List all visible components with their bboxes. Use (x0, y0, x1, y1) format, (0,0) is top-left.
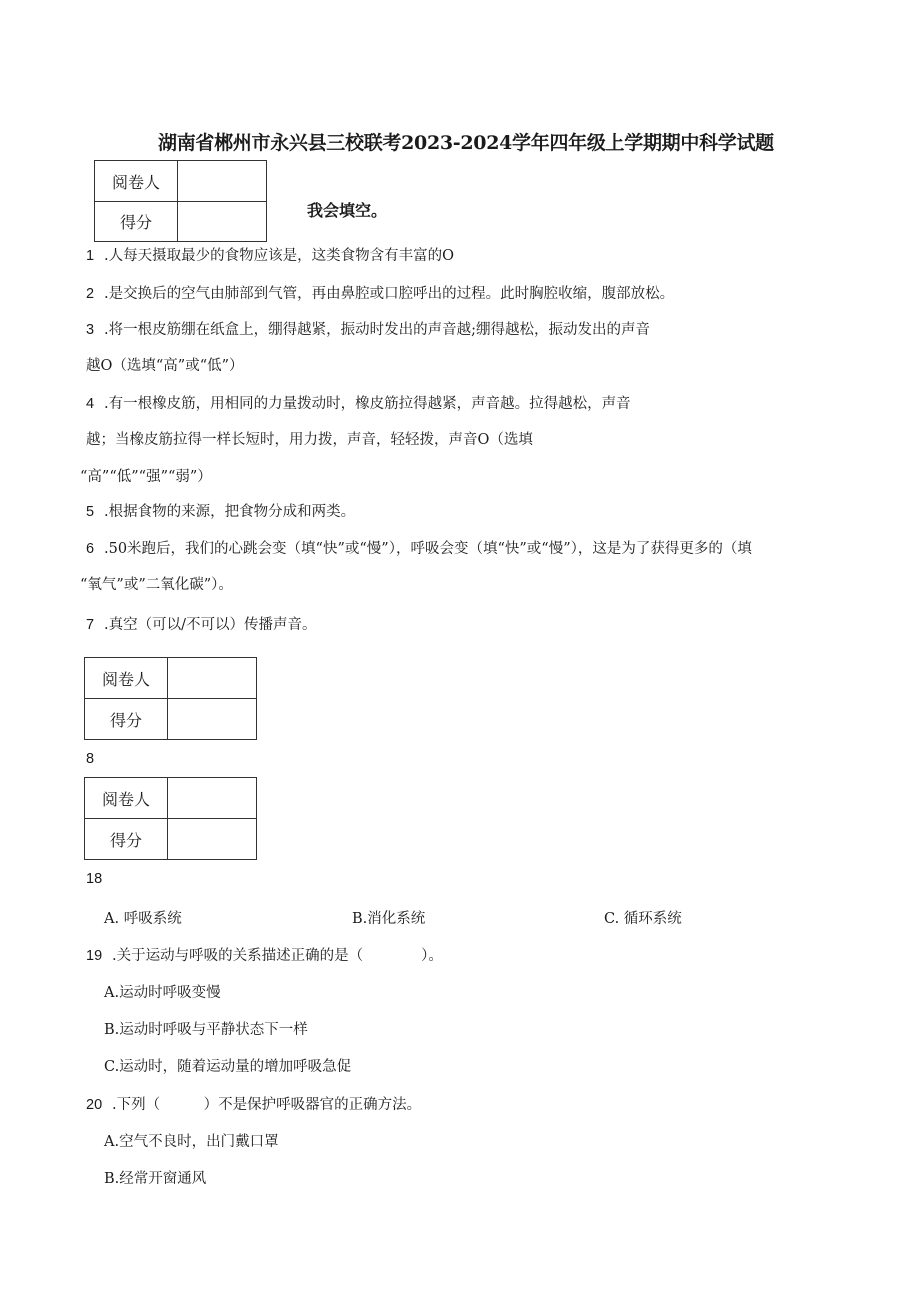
reviewer-label: 阅卷人 (85, 778, 168, 819)
question-number: 1 (86, 248, 95, 264)
question-number: 7 (86, 617, 95, 633)
score-table-2 (84, 657, 257, 740)
question-8-number: 8 (86, 751, 95, 767)
question-text: .下列（ ）不是保护呼吸器官的正确方法。 (112, 1097, 422, 1113)
score-cell[interactable] (168, 699, 257, 740)
question-18-number: 18 (86, 871, 103, 887)
score-label: 得分 (95, 202, 178, 242)
score-cell[interactable] (178, 202, 267, 242)
question-20 (86, 1093, 421, 1114)
option-a[interactable]: A.空气不良时，出门戴口罩 (104, 1134, 279, 1150)
question-text: .关于运动与呼吸的关系描述正确的是（ ）。 (112, 948, 443, 964)
question-3-continued: 越O（选填“高”或“低”） (86, 358, 244, 374)
score-table-3 (84, 777, 257, 860)
question-19 (86, 944, 443, 965)
question-text: .是交换后的空气由肺部到气管，再由鼻腔或口腔呼出的过程。此时胸腔收缩，腹部放松。 (104, 286, 675, 302)
score-label: 得分 (85, 819, 168, 860)
option-a[interactable]: A.运动时呼吸变慢 (104, 985, 221, 1001)
question-7 (86, 613, 317, 634)
reviewer-cell[interactable] (178, 161, 267, 202)
question-4 (86, 392, 631, 413)
reviewer-label: 阅卷人 (95, 161, 178, 202)
section-label: 我会填空。 (307, 203, 388, 220)
question-text: .根据食物的来源，把食物分成和两类。 (104, 504, 356, 520)
question-5 (86, 500, 355, 521)
option-b[interactable]: B.经常开窗通风 (104, 1171, 207, 1187)
question-6-continued: “氧气”或”二氧化碳”）。 (80, 577, 233, 593)
score-table-1 (94, 160, 267, 242)
question-number: 6 (86, 541, 95, 557)
question-number: 2 (86, 286, 95, 302)
question-text: .将一根皮筋绷在纸盒上，绷得越紧，振动时发出的声音越;绷得越松，振动发出的声音 (104, 322, 650, 338)
question-number: 19 (86, 948, 103, 964)
question-number: 4 (86, 396, 95, 412)
option-a[interactable]: A. 呼吸系统 (104, 911, 182, 927)
reviewer-label: 阅卷人 (85, 658, 168, 699)
option-b[interactable]: B.消化系统 (352, 911, 426, 927)
reviewer-cell[interactable] (168, 658, 257, 699)
question-4-continued: 越；当橡皮筋拉得一样长短时，用力拨，声音，轻轻拨，声音O（选填 (86, 432, 533, 448)
score-cell[interactable] (168, 819, 257, 860)
question-number: 20 (86, 1097, 103, 1113)
question-6 (86, 537, 752, 558)
question-2 (86, 282, 674, 303)
option-c[interactable]: C. 循环系统 (604, 911, 682, 927)
question-3 (86, 318, 650, 339)
page-title: 湖南省郴州市永兴县三校联考2023-2024学年四年级上学期期中科学试题 (158, 132, 774, 154)
option-b[interactable]: B.运动时呼吸与平静状态下一样 (104, 1022, 308, 1038)
question-1 (86, 244, 454, 265)
score-label: 得分 (85, 699, 168, 740)
question-4-continued-2: “高”“低”“强”“弱”） (80, 469, 212, 485)
question-number: 3 (86, 322, 95, 338)
question-text: .人每天摄取最少的食物应该是，这类食物含有丰富的O (104, 248, 454, 264)
question-text: .有一根橡皮筋，用相同的力量拨动时，橡皮筋拉得越紧，声音越。拉得越松，声音 (104, 396, 631, 412)
question-number: 5 (86, 504, 95, 520)
option-c[interactable]: C.运动时，随着运动量的增加呼吸急促 (104, 1059, 352, 1075)
question-text: .真空（可以/不可以）传播声音。 (104, 617, 317, 633)
question-text: .50米跑后，我们的心跳会变（填“快”或“慢”），呼吸会变（填“快”或“慢”），这是为了获得更多的（填 (104, 541, 752, 557)
reviewer-cell[interactable] (168, 778, 257, 819)
